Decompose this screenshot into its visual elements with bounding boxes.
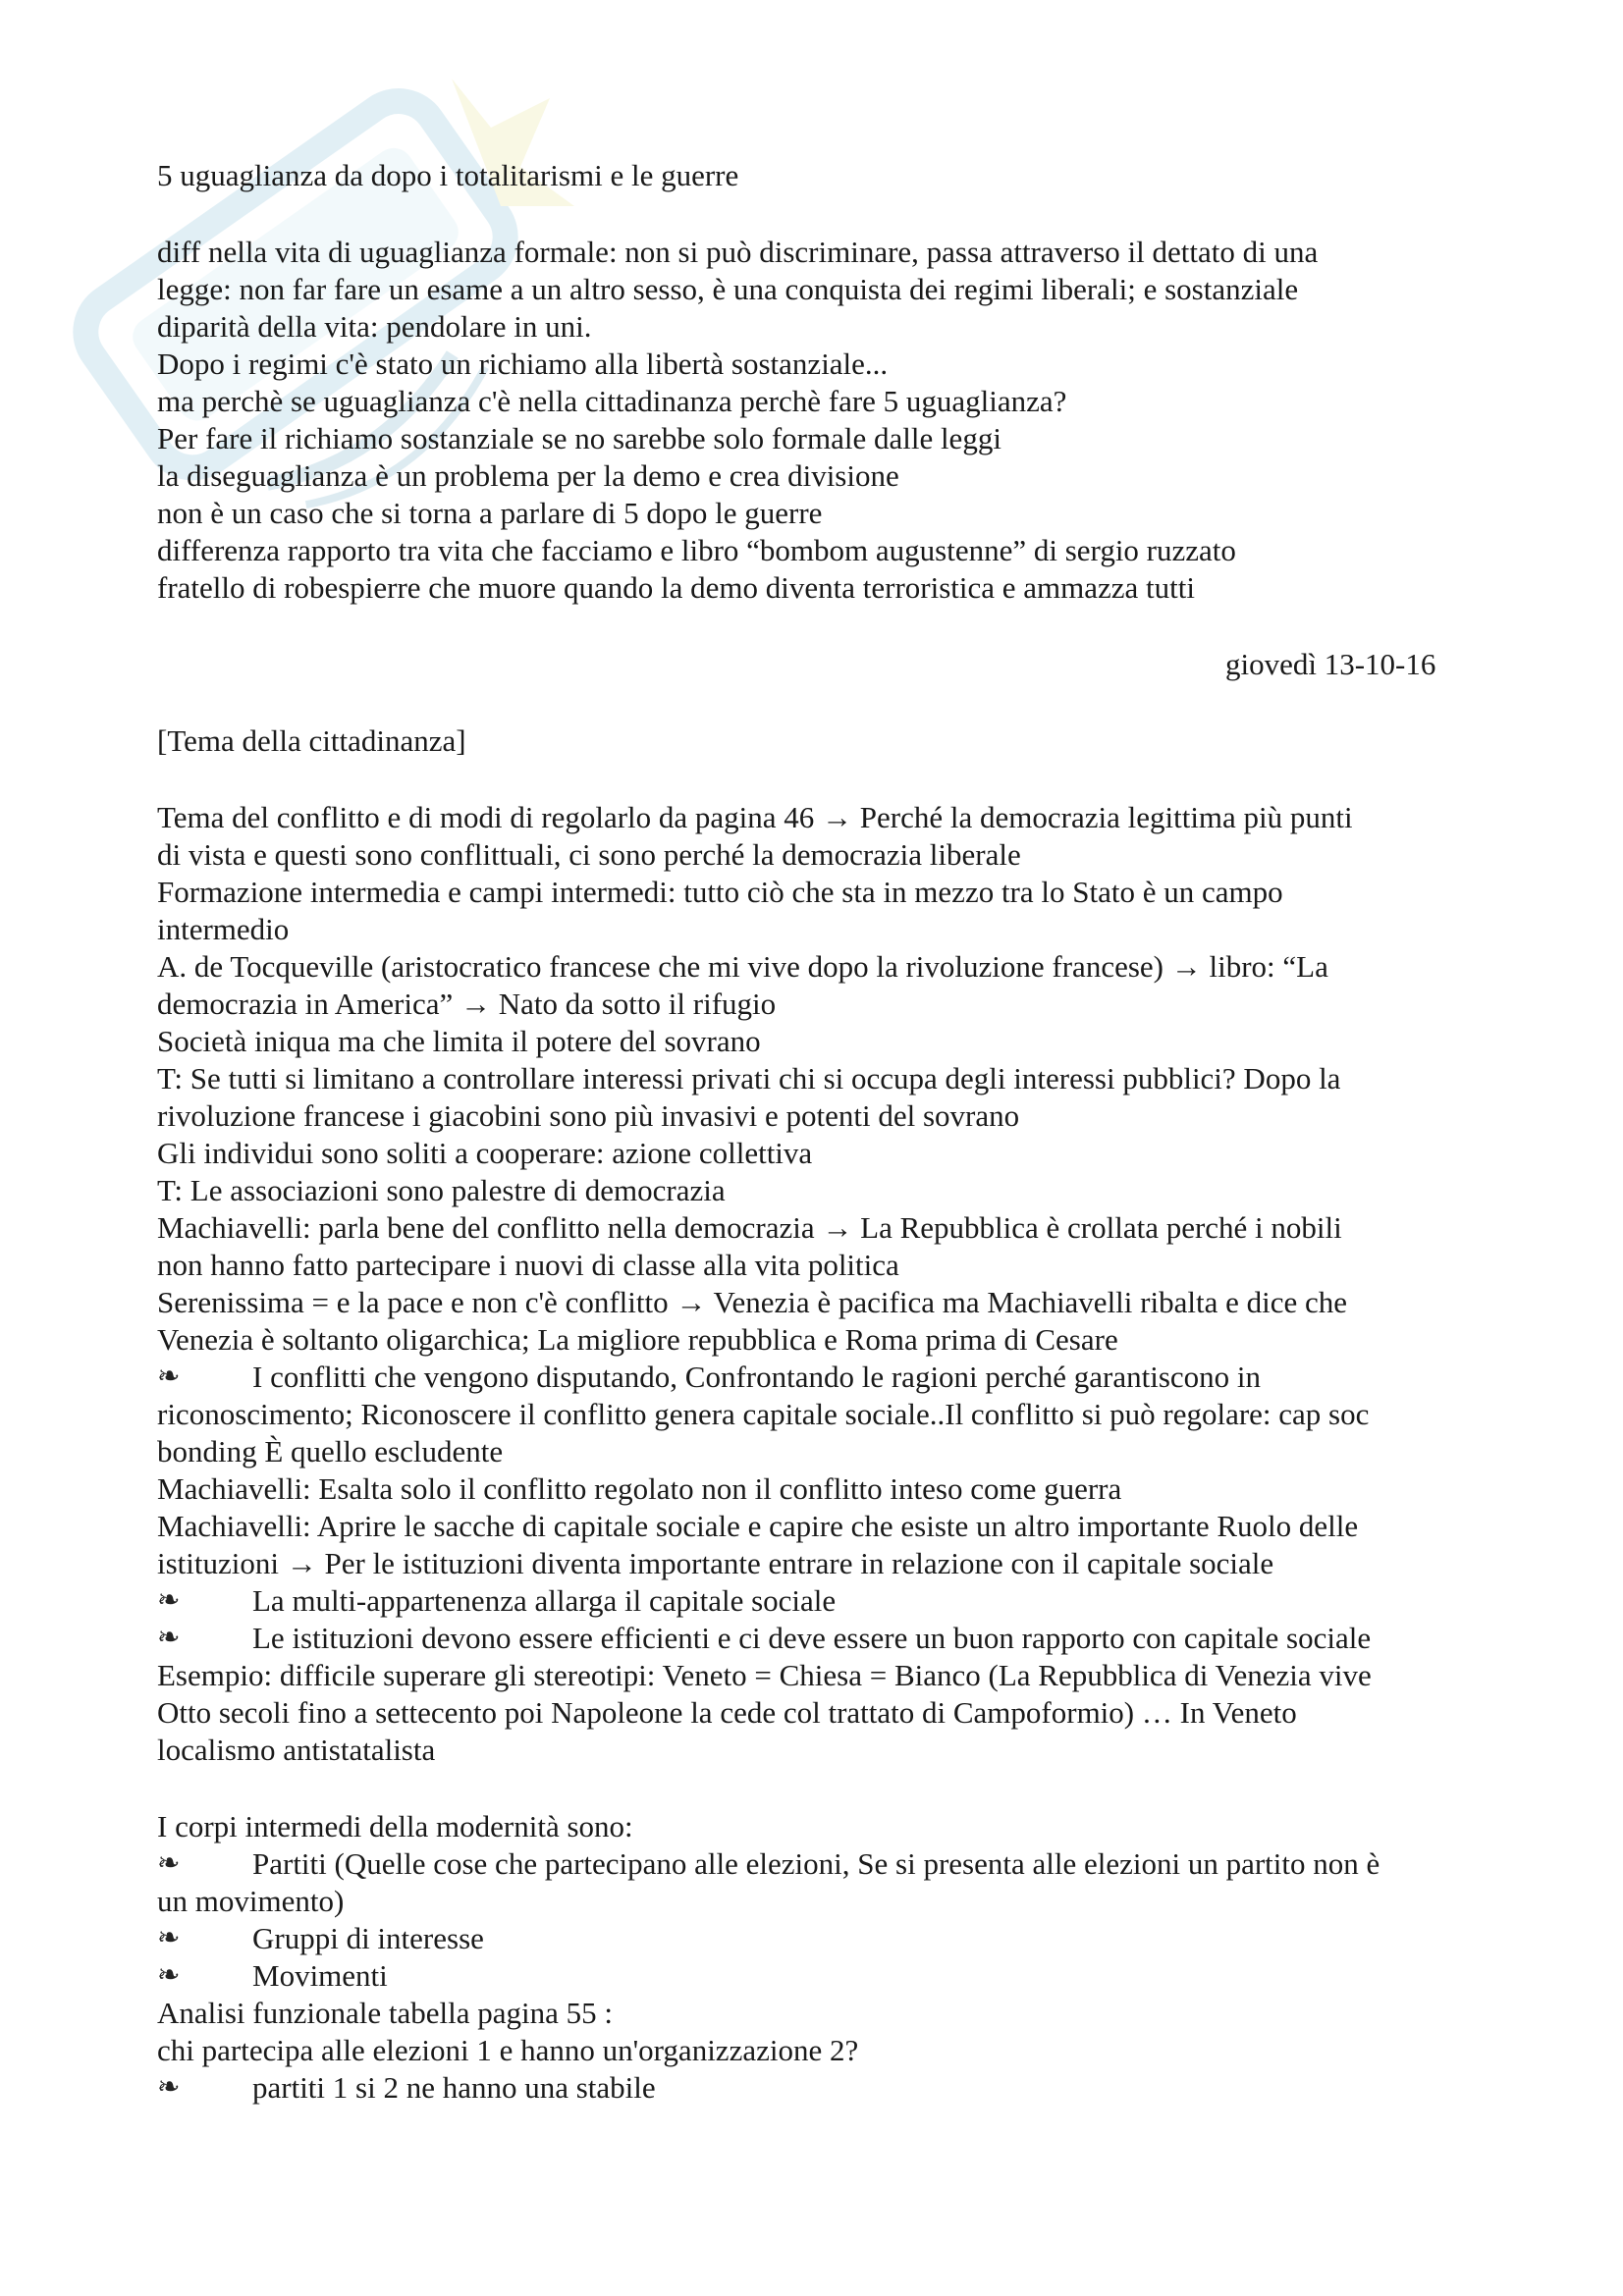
text-line: di vista e questi sono conflittuali, ci sono perché la democrazia liberale: [157, 837, 1021, 872]
bullet-item: Partiti (Quelle cose che partecipano alle elezioni, Se si presenta alle elezioni un partito non è: [252, 1846, 1380, 1881]
text-line: rivoluzione francese i giacobini sono più invasivi e potenti del sovrano: [157, 1098, 1020, 1133]
text-line: diparità della vita: pendolare in uni.: [157, 309, 592, 344]
text-line: Gli individui sono soliti a cooperare: azione collettiva: [157, 1136, 813, 1170]
text-line: Otto secoli fino a settecento poi Napoleone la cede col trattato di Campoformio) … In Veneto: [157, 1695, 1297, 1730]
text-line: I corpi intermedi della modernità sono:: [157, 1809, 633, 1843]
text-line: la diseguaglianza è un problema per la demo e crea divisione: [157, 458, 899, 493]
text-line: Machiavelli: Aprire le sacche di capitale sociale e capire che esiste un altro importante Ruolo delle: [157, 1509, 1359, 1543]
text-line: Società iniqua ma che limita il potere del sovrano: [157, 1024, 761, 1058]
bullet-icon: ❧: [157, 1585, 181, 1616]
text-line: Dopo i regimi c'è stato un richiamo alla libertà sostanziale...: [157, 347, 889, 381]
text-line: non hanno fatto partecipare i nuovi di classe alla vita politica: [157, 1248, 899, 1282]
text-line: un movimento): [157, 1884, 345, 1918]
bullet-icon: ❧: [157, 1923, 181, 1953]
text-line: Machiavelli: parla bene del conflitto nella democrazia → La Repubblica è crollata perché i nobili: [157, 1210, 1342, 1245]
bullet-item: Gruppi di interesse: [252, 1921, 484, 1955]
text-line: istituzioni → Per le istituzioni diventa importante entrare in relazione con il capitale sociale: [157, 1546, 1274, 1580]
text-line: diff nella vita di uguaglianza formale: non si può discriminare, passa attraverso il dettato di una: [157, 235, 1319, 269]
text-line: differenza rapporto tra vita che facciamo e libro “bombom augustenne” di sergio ruzzato: [157, 533, 1236, 567]
bullet-item: Le istituzioni devono essere efficienti e ci deve essere un buon rapporto con capitale sociale: [252, 1621, 1372, 1655]
bullet-item: La multi-appartenenza allarga il capitale sociale: [252, 1583, 837, 1618]
text-line: ma perchè se uguaglianza c'è nella cittadinanza perchè fare 5 uguaglianza?: [157, 384, 1067, 418]
section-title: [Tema della cittadinanza]: [157, 723, 466, 758]
text-line: riconoscimento; Riconoscere il conflitto genera capitale sociale..Il conflitto si può regolare: cap soc: [157, 1397, 1370, 1431]
heading-line: 5 uguaglianza da dopo i totalitarismi e le guerre: [157, 158, 739, 192]
text-line: Serenissima = e la pace e non c'è conflitto → Venezia è pacifica ma Machiavelli ribalta e dice che: [157, 1285, 1347, 1319]
text-line: Per fare il richiamo sostanziale se no sarebbe solo formale dalle leggi: [157, 421, 1001, 455]
bullet-item: I conflitti che vengono disputando, Confrontando le ragioni perché garantiscono in: [252, 1360, 1262, 1394]
text-line: bonding È quello escludente: [157, 1434, 504, 1468]
bullet-icon: ❧: [157, 1848, 181, 1879]
text-line: A. de Tocqueville (aristocratico francese che mi vive dopo la rivoluzione francese) → libro: “La: [157, 949, 1328, 984]
text-line: Esempio: difficile superare gli stereotipi: Veneto = Chiesa = Bianco (La Repubblica di Venezia vive: [157, 1658, 1372, 1692]
bullet-item: partiti 1 si 2 ne hanno una stabile: [252, 2070, 656, 2105]
text-line: legge: non far fare un esame a un altro sesso, è una conquista dei regimi liberali; e sostanziale: [157, 272, 1299, 306]
text-line: localismo antistatalista: [157, 1733, 436, 1767]
bullet-icon: ❧: [157, 2072, 181, 2103]
text-line: non è un caso che si torna a parlare di 5 dopo le guerre: [157, 496, 823, 530]
text-line: fratello di robespierre che muore quando la demo diventa terroristica e ammazza tutti: [157, 570, 1195, 605]
text-line: Tema del conflitto e di modi di regolarlo da pagina 46 → Perché la democrazia legittima più punti: [157, 800, 1353, 834]
text-line: Formazione intermedia e campi intermedi: tutto ciò che sta in mezzo tra lo Stato è un campo: [157, 875, 1283, 909]
text-line: democrazia in America” → Nato da sotto il rifugio: [157, 987, 777, 1021]
text-line: intermedio: [157, 912, 290, 946]
bullet-item: Movimenti: [252, 1958, 388, 1993]
text-line: chi partecipa alle elezioni 1 e hanno un'organizzazione 2?: [157, 2033, 859, 2067]
text-line: Venezia è soltanto oligarchica; La migliore repubblica e Roma prima di Cesare: [157, 1322, 1118, 1357]
text-line: Machiavelli: Esalta solo il conflitto regolato non il conflitto inteso come guerra: [157, 1471, 1122, 1506]
text-line: T: Se tutti si limitano a controllare interessi privati chi si occupa degli interessi pubblici? Dopo la: [157, 1061, 1341, 1095]
text-line: T: Le associazioni sono palestre di democrazia: [157, 1173, 726, 1207]
bullet-icon: ❧: [157, 1623, 181, 1653]
bullet-icon: ❧: [157, 1960, 181, 1991]
bullet-icon: ❧: [157, 1362, 181, 1392]
text-line: Analisi funzionale tabella pagina 55 :: [157, 1996, 613, 2030]
date-line: giovedì 13-10-16: [1225, 647, 1436, 681]
